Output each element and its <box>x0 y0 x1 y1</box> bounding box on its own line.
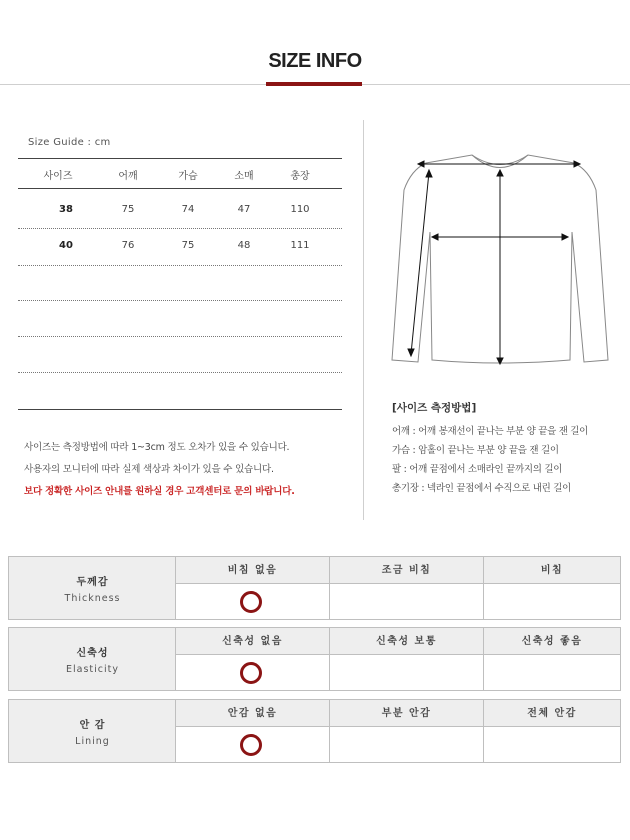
attribute-label-en: Thickness <box>64 593 121 604</box>
attribute-label-ko: 안 감 <box>79 720 106 731</box>
attribute-label <box>9 700 176 762</box>
header <box>0 0 630 90</box>
measure-item: 가슴 : 암홀이 끝나는 부분 양 끝을 잰 길이 <box>392 445 559 456</box>
measure-item: 총기장 : 넥라인 끝점에서 수직으로 내린 길이 <box>392 483 572 494</box>
circle-mark-icon <box>240 591 262 613</box>
table-cell: 47 <box>237 204 251 215</box>
size-guide-label: Size Guide : cm <box>28 137 111 148</box>
option-header: 비침 없음 <box>176 557 330 584</box>
column-header: 사이즈 <box>43 171 73 182</box>
attribute-label <box>9 557 176 619</box>
elasticity-table <box>8 627 621 691</box>
option-cell <box>176 727 330 762</box>
table-cell: 111 <box>290 240 310 251</box>
option-cell <box>330 584 484 619</box>
table-cell: 75 <box>181 240 195 251</box>
table-cell: 48 <box>237 240 251 251</box>
option-cell <box>176 584 330 619</box>
measure-item: 팔 : 어깨 끝점에서 소매라인 끝까지의 길이 <box>392 464 563 475</box>
option-header: 비침 <box>484 557 620 584</box>
column-header: 소매 <box>234 171 254 182</box>
table-cell: 75 <box>121 204 135 215</box>
table-cell: 40 <box>59 240 73 251</box>
row-divider <box>18 265 342 266</box>
attribute-label <box>9 628 176 690</box>
table-cell: 74 <box>181 204 195 215</box>
long-sleeve-shirt-icon <box>386 150 616 375</box>
option-header: 신축성 없음 <box>176 628 330 655</box>
attribute-label-en: Elasticity <box>66 664 119 675</box>
row-divider <box>18 228 342 229</box>
table-row <box>18 240 342 254</box>
option-cell <box>330 727 484 762</box>
table-cell: 38 <box>59 204 73 215</box>
option-header: 부분 안감 <box>330 700 484 727</box>
option-cell <box>330 655 484 690</box>
option-header: 전체 안감 <box>484 700 620 727</box>
option-cell <box>484 727 620 762</box>
attribute-label-ko: 신축성 <box>76 648 109 659</box>
table-cell: 110 <box>290 204 310 215</box>
option-header: 신축성 좋음 <box>484 628 620 655</box>
table-header-row <box>18 167 342 181</box>
measure-item: 어깨 : 어깨 봉재선이 끝나는 부분 양 끝을 잰 길이 <box>392 426 589 437</box>
option-cell <box>176 655 330 690</box>
size-notes <box>24 442 354 508</box>
table-bottom-rule <box>18 409 342 410</box>
column-header: 어깨 <box>118 171 138 182</box>
column-header: 총장 <box>290 171 310 182</box>
measure-list <box>392 426 628 502</box>
option-cell <box>484 655 620 690</box>
attribute-label-en: Lining <box>75 736 110 747</box>
option-cell <box>484 584 620 619</box>
note-text: 사용자의 모니터에 따라 실제 색상과 차이가 있을 수 있습니다. <box>24 464 274 475</box>
page-title: SIZE INFO <box>268 50 362 72</box>
circle-mark-icon <box>240 662 262 684</box>
note-text: 사이즈는 측정방법에 따라 1~3cm 정도 오차가 있을 수 있습니다. <box>24 442 290 453</box>
row-divider <box>18 336 342 337</box>
vertical-divider <box>363 120 364 520</box>
table-top-rule <box>18 158 342 159</box>
row-divider <box>18 372 342 373</box>
thickness-table <box>8 556 621 620</box>
note-contact-text: 보다 정확한 사이즈 안내를 원하실 경우 고객센터로 문의 바랍니다. <box>24 486 295 497</box>
measure-title: [사이즈 측정방법] <box>392 402 477 414</box>
option-header: 안감 없음 <box>176 700 330 727</box>
column-header: 가슴 <box>178 171 198 182</box>
lining-table <box>8 699 621 763</box>
option-header: 조금 비침 <box>330 557 484 584</box>
option-header: 신축성 보통 <box>330 628 484 655</box>
table-cell: 76 <box>121 240 135 251</box>
circle-mark-icon <box>240 734 262 756</box>
header-accent-bar <box>266 82 362 86</box>
table-header-rule <box>18 188 342 189</box>
attribute-label-ko: 두께감 <box>76 577 109 588</box>
row-divider <box>18 300 342 301</box>
table-row <box>18 204 342 218</box>
